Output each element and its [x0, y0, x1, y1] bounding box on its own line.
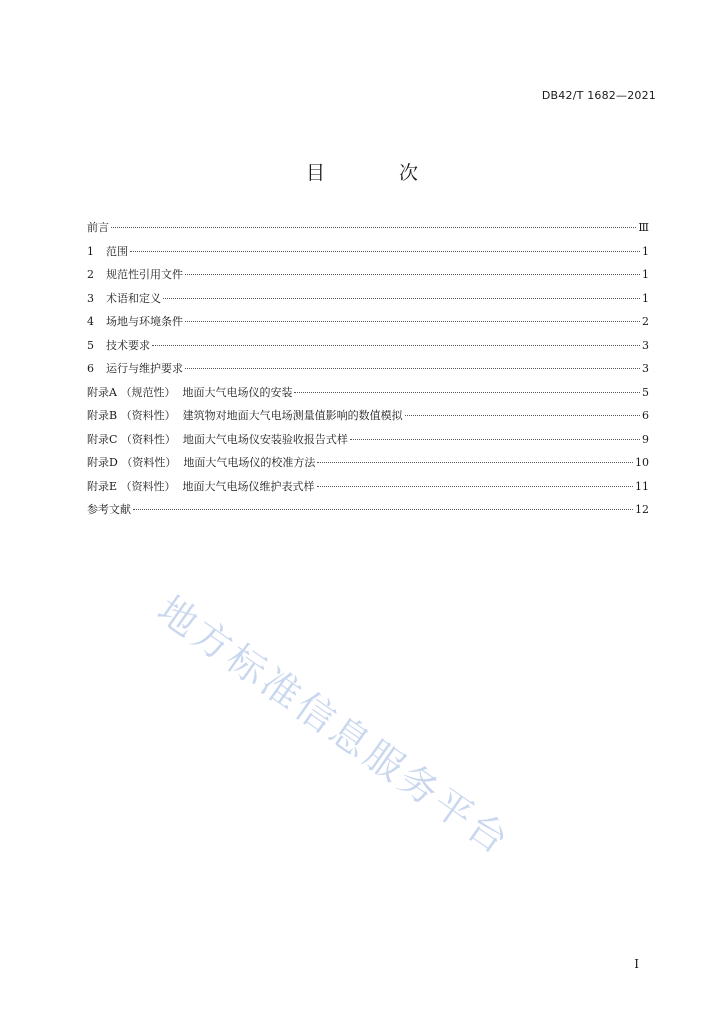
- toc-entry-label: 附录B （资料性） 建筑物对地面大气电场测量值影响的数值模拟: [87, 404, 403, 428]
- toc-entry-3[interactable]: [87, 287, 649, 311]
- watermark: 地方标准信息服务平台: [149, 587, 519, 865]
- standard-code: DB42/T 1682—2021: [541, 89, 656, 102]
- toc-entry-label: 附录A （规范性） 地面大气电场仪的安装: [87, 381, 292, 405]
- page-number: I: [634, 957, 639, 971]
- toc-annex-number: 附录D （资料性）: [87, 456, 177, 469]
- toc-leader-dots: [130, 251, 640, 252]
- toc-annex-number: 附录C （资料性）: [87, 432, 176, 446]
- toc-page-number: 1: [642, 268, 649, 281]
- toc-entry-number: 2: [87, 268, 94, 281]
- toc-page-number: 10: [635, 456, 649, 469]
- toc-leader-dots: [185, 321, 640, 322]
- toc-entry-2[interactable]: [87, 263, 649, 287]
- toc-leader-dots: [133, 509, 633, 510]
- toc-entry-6[interactable]: [87, 357, 649, 381]
- toc-leader-dots: [317, 462, 633, 463]
- toc-annex-number: 附录B （资料性）: [87, 409, 176, 422]
- toc-page-number: 3: [642, 362, 649, 375]
- toc-entry-foreword[interactable]: [87, 216, 649, 240]
- toc-entry-annex-a[interactable]: [87, 381, 649, 405]
- toc-entry-label: 附录D （资料性） 地面大气电场仪的校准方法: [87, 451, 315, 475]
- toc-page-number: Ⅲ: [638, 221, 649, 234]
- toc-leader-dots: [152, 345, 640, 346]
- toc-entry-number: 3: [87, 291, 94, 305]
- toc-page-number: 2: [642, 315, 649, 328]
- toc-leader-dots: [163, 298, 640, 299]
- toc-entry-label: 参考文献: [87, 503, 131, 516]
- toc-entry-annex-c[interactable]: [87, 428, 649, 452]
- toc-page-number: 1: [642, 244, 649, 258]
- toc-entry-label: 5 技术要求: [87, 334, 150, 358]
- toc-entry-5[interactable]: [87, 334, 649, 358]
- table-of-contents: [87, 216, 649, 522]
- toc-entry-label: 附录C （资料性） 地面大气电场仪安装验收报告式样: [87, 428, 348, 452]
- toc-annex-number: 附录A （规范性）: [87, 385, 176, 399]
- toc-entry-annex-b[interactable]: [87, 404, 649, 428]
- toc-entry-number: 1: [87, 244, 94, 258]
- toc-entry-label: 6 运行与维护要求: [87, 357, 183, 381]
- toc-annex-number: 附录E （资料性）: [87, 479, 176, 493]
- toc-entry-label: 2 规范性引用文件: [87, 263, 183, 287]
- toc-entry-annex-e[interactable]: [87, 475, 649, 499]
- toc-entry-number: 5: [87, 338, 94, 352]
- toc-leader-dots: [350, 439, 640, 440]
- toc-entry-label: 1 范围: [87, 240, 128, 264]
- toc-leader-dots: [294, 392, 640, 393]
- toc-page-number: 5: [642, 385, 649, 399]
- toc-leader-dots: [185, 274, 640, 275]
- toc-entry-label: 4 场地与环境条件: [87, 310, 183, 334]
- toc-leader-dots: [405, 415, 640, 416]
- page-title: 目 次: [305, 162, 453, 184]
- toc-entry-annex-d[interactable]: [87, 451, 649, 475]
- toc-page-number: 12: [635, 503, 649, 516]
- toc-entry-label: 3 术语和定义: [87, 287, 161, 311]
- toc-page-number: 3: [642, 338, 649, 352]
- toc-page-number: 1: [642, 291, 649, 305]
- toc-entry-4[interactable]: [87, 310, 649, 334]
- toc-entry-references[interactable]: [87, 498, 649, 522]
- toc-page-number: 9: [642, 432, 649, 446]
- toc-page-number: 6: [642, 409, 649, 422]
- toc-entry-1[interactable]: [87, 240, 649, 264]
- toc-entry-label: 前言: [87, 221, 109, 234]
- toc-leader-dots: [111, 227, 636, 228]
- toc-leader-dots: [185, 368, 640, 369]
- toc-page-number: 11: [635, 479, 649, 493]
- toc-entry-label: 附录E （资料性） 地面大气电场仪维护表式样: [87, 475, 315, 499]
- toc-leader-dots: [317, 486, 633, 487]
- toc-entry-number: 4: [87, 315, 94, 328]
- toc-entry-number: 6: [87, 362, 94, 375]
